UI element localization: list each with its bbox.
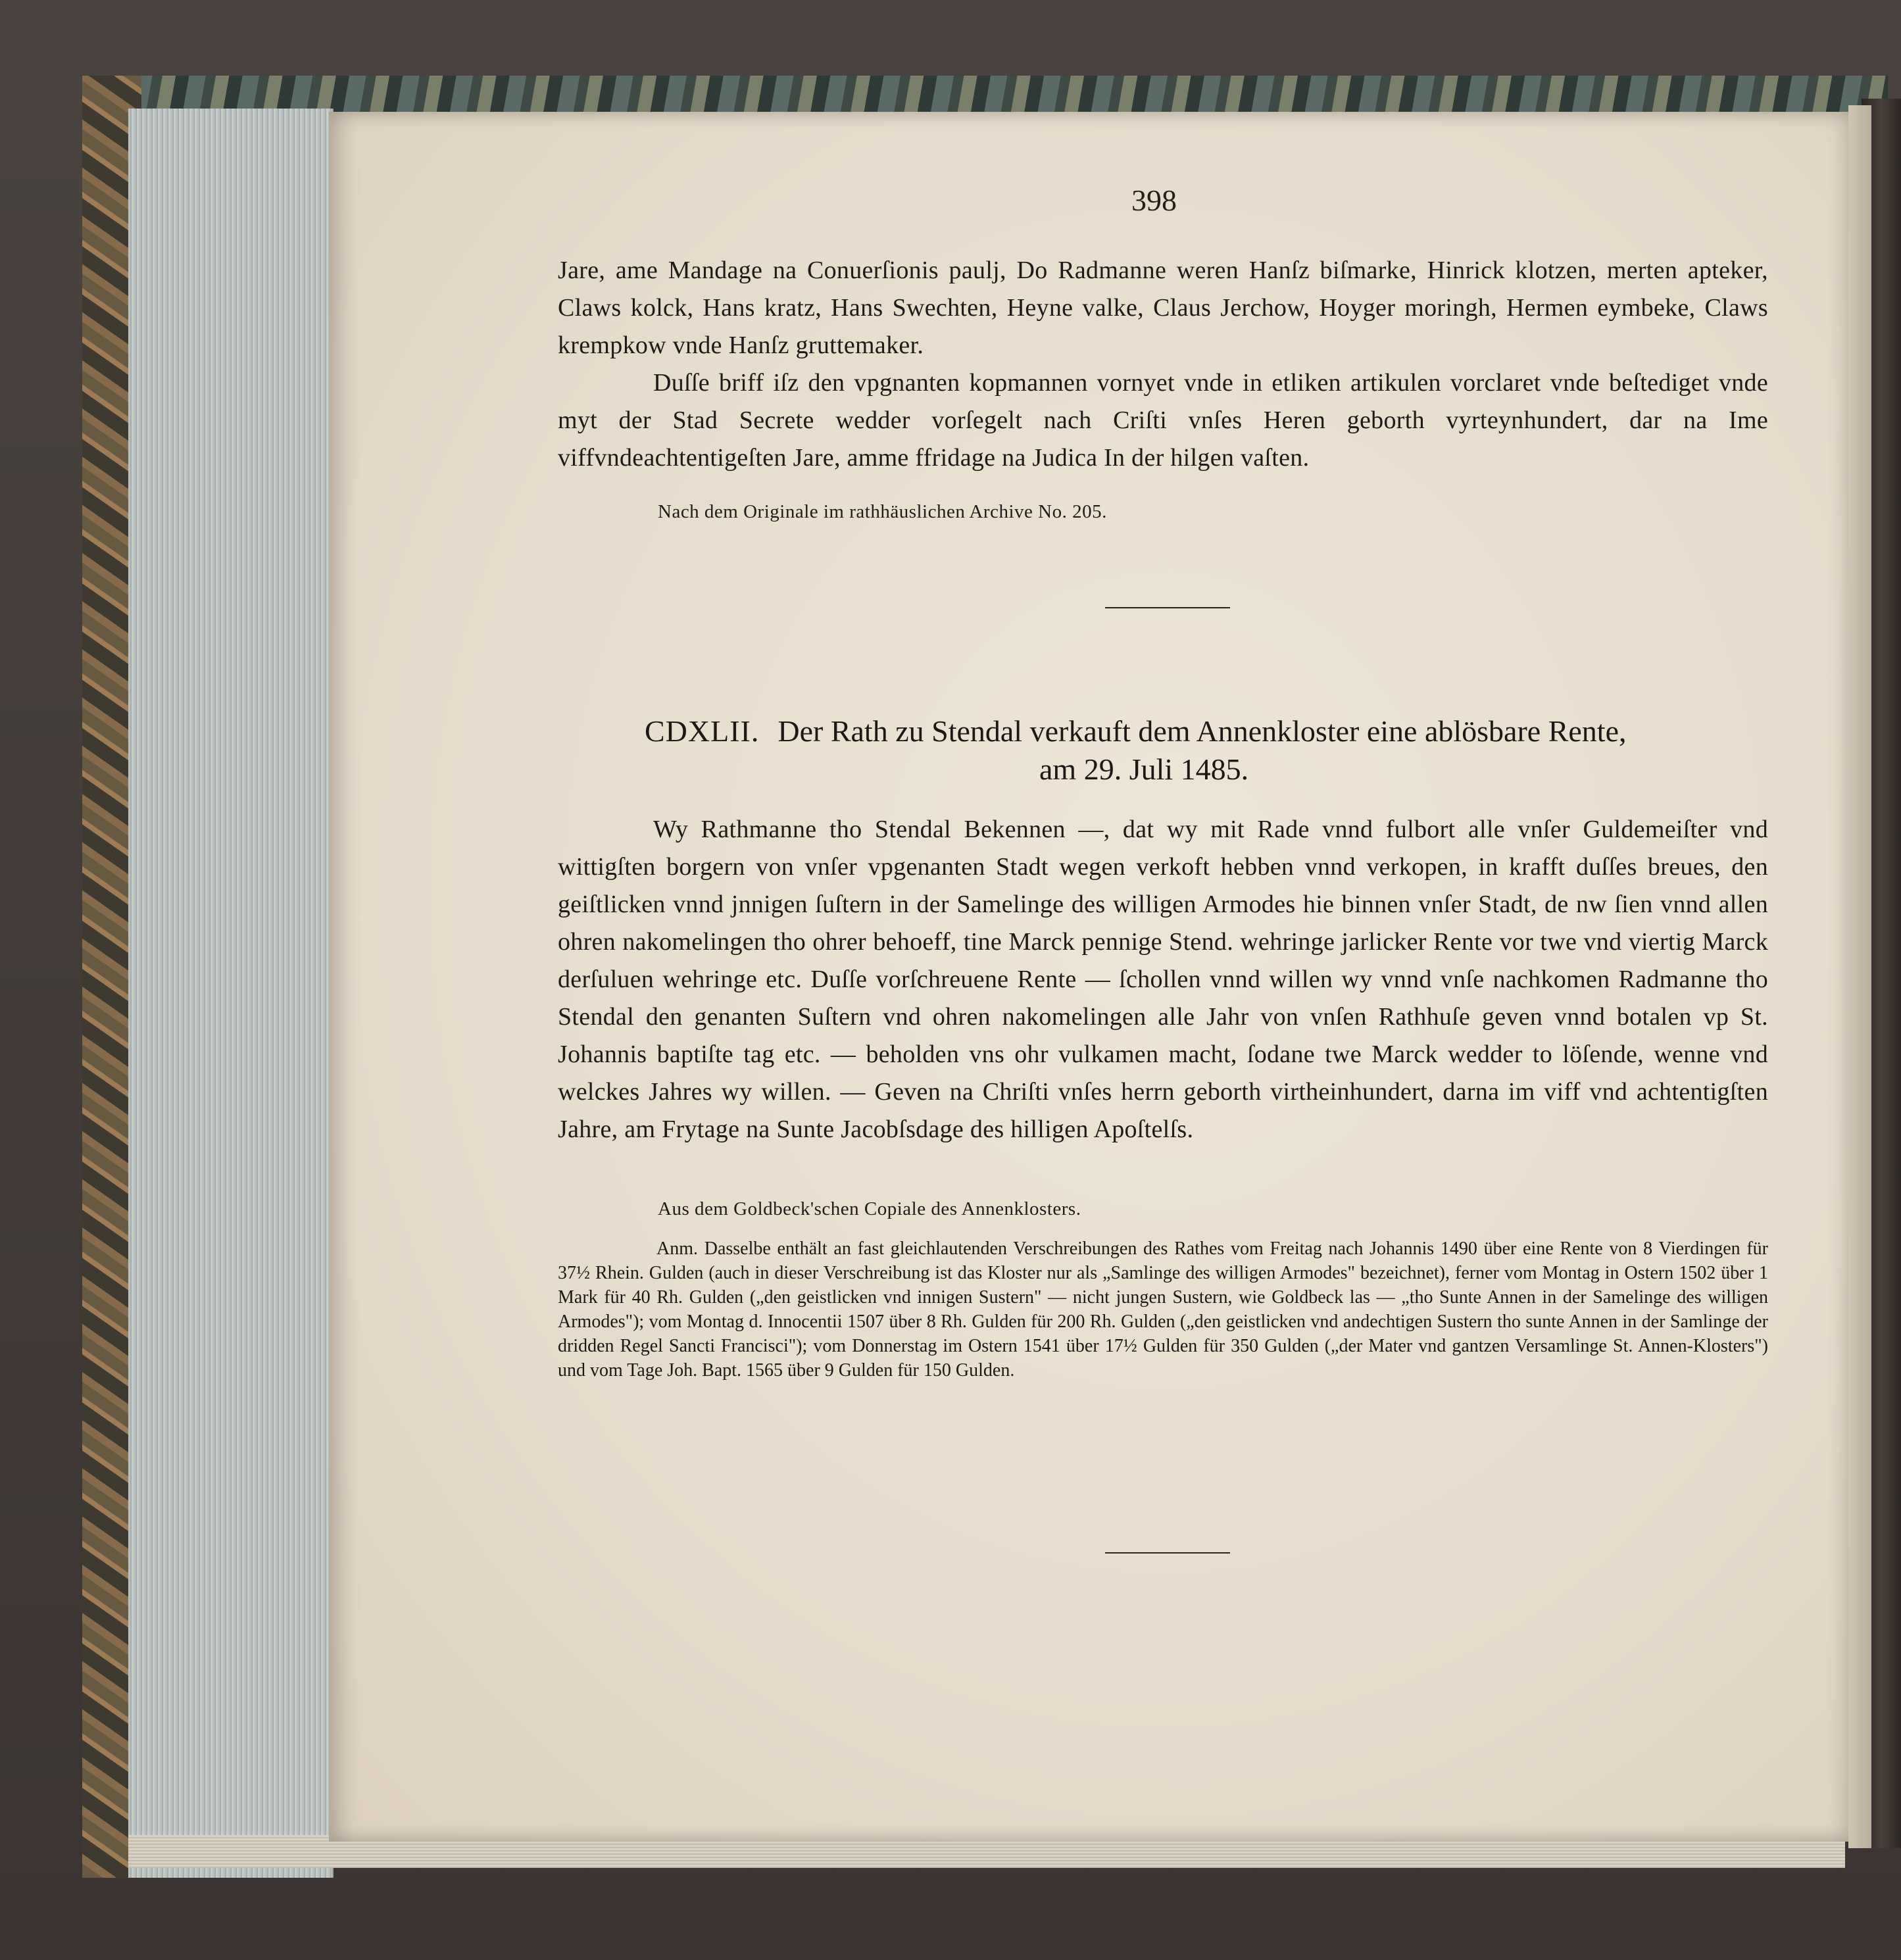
text-block-1	[558, 252, 1768, 477]
text-block-2	[558, 811, 1768, 1148]
source-note-2: Aus dem Goldbeck'schen Copiale des Annenklosters.	[658, 1198, 1081, 1219]
section-divider-2	[1105, 1552, 1230, 1554]
section-divider-1	[1105, 607, 1230, 608]
source-note-1: Nach dem Originale im rathhäuslichen Archive No. 205.	[658, 501, 1107, 522]
paragraph-2: Duſſe briff iſz den vpgnanten kopmannen vornyet vnde in etliken artikulen vorclaret vnde beſtediget vnde myt der Stad Secrete wedder vorſegelt nach Criſti vnſes Heren geborth vyrteynhundert, dar na Ime viffvndeachtentigeſten Jare, amme ffridage na Judica In der hilgen vaſten.	[558, 369, 1768, 472]
paragraph-1: Jare, ame Mandage na Conuerſionis paulj, Do Radmanne weren Hanſz biſmarke, Hinrick klotzen, merten apteker, Claws kolck, Hans kratz, Hans Swechten, Heyne valke, Claus Jerchow, Hoyger moringh, Hermen eymbeke, Claws krempkow vnde Hanſz gruttemaker.	[558, 257, 1768, 359]
annotation	[558, 1237, 1768, 1383]
heading-number: CDXLII.	[645, 714, 760, 748]
page-number: 398	[1131, 184, 1177, 217]
annotation-text: Anm. Dasselbe enthält an fast gleichlautenden Verschreibungen des Rathes vom Freitag nach Johannis 1490 über eine Rente von 8 Vierdingen für 37½ Rhein. Gulden (auch in dieser Verschreibung ist das Kloster nur als „Samlinge des willigen Armodes" bezeichnet), ferner vom Montag in Ostern 1502 über 1 Mark für 40 Rh. Gulden („den geistlicken vnd innigen Sustern" — nicht jungen Sustern, wie Goldbeck las — „tho Sunte Annen in der Samelinge des willigen Armodes"); vom Montag d. Innocentii 1507 über 8 Rh. Gulden für 200 Rh. Gulden („den geistlicken vnd andechtigen Sustern tho sunte Annen in der Samlinge der dridden Regel Sancti Francisci"); vom Donnerstag im Ostern 1541 über 17½ Gulden für 350 Gulden („der Mater vnd gantzen Versamlinge St. Annen-Klosters") und vom Tage Joh. Bapt. 1565 über 9 Gulden für 150 Gulden.	[558, 1238, 1768, 1381]
heading-title: Der Rath zu Stendal verkauft dem Annenkloster eine ablösbare Rente,	[778, 714, 1627, 748]
document-heading	[645, 712, 1763, 789]
heading-date: am 29. Juli 1485.	[1039, 752, 1249, 786]
facing-page-edge	[1848, 105, 1871, 1848]
paragraph-3: Wy Rathmanne tho Stendal Bekennen —, dat wy mit Rade vnnd fulbort alle vnſer Guldemeiſter vnd wittigſten borgern von vnſer vpgenanten Stadt wegen verkoft hebben vnnd verkopen, in krafft duſſes breues, den geiſtlicken vnnd jnnigen ſuſtern in der Samelinge des willigen Armodes hie binnen vnſer Stadt, de nw ſien vnnd allen ohren nakomelingen tho ohrer behoeff, tine Marck pennige Stend. wehringe jarlicker Rente vor twe vnd viertig Marck derſuluen wehringe etc. Duſſe vorſchreuene Rente — ſchollen vnnd willen wy vnnd vnſe nachkomen Radmanne tho Stendal den genanten Suſtern vnd ohren nakomelingen alle Jahr von vnſen Rathhuſe geven vnnd botalen vp St. Johannis baptiſte tag etc. — beholden vns ohr vulkamen macht, ſodane twe Marck wedder to löſende, wenne vnd welckes Jahres wy willen. — Geven na Chriſti vnſes herrn geborth virtheinhundert, darna im viff vnd achtentigſten Jahre, am Frytage na Sunte Jacobſsdage des hilligen Apoſtelſs.	[558, 816, 1768, 1143]
page-edges	[128, 109, 333, 1878]
